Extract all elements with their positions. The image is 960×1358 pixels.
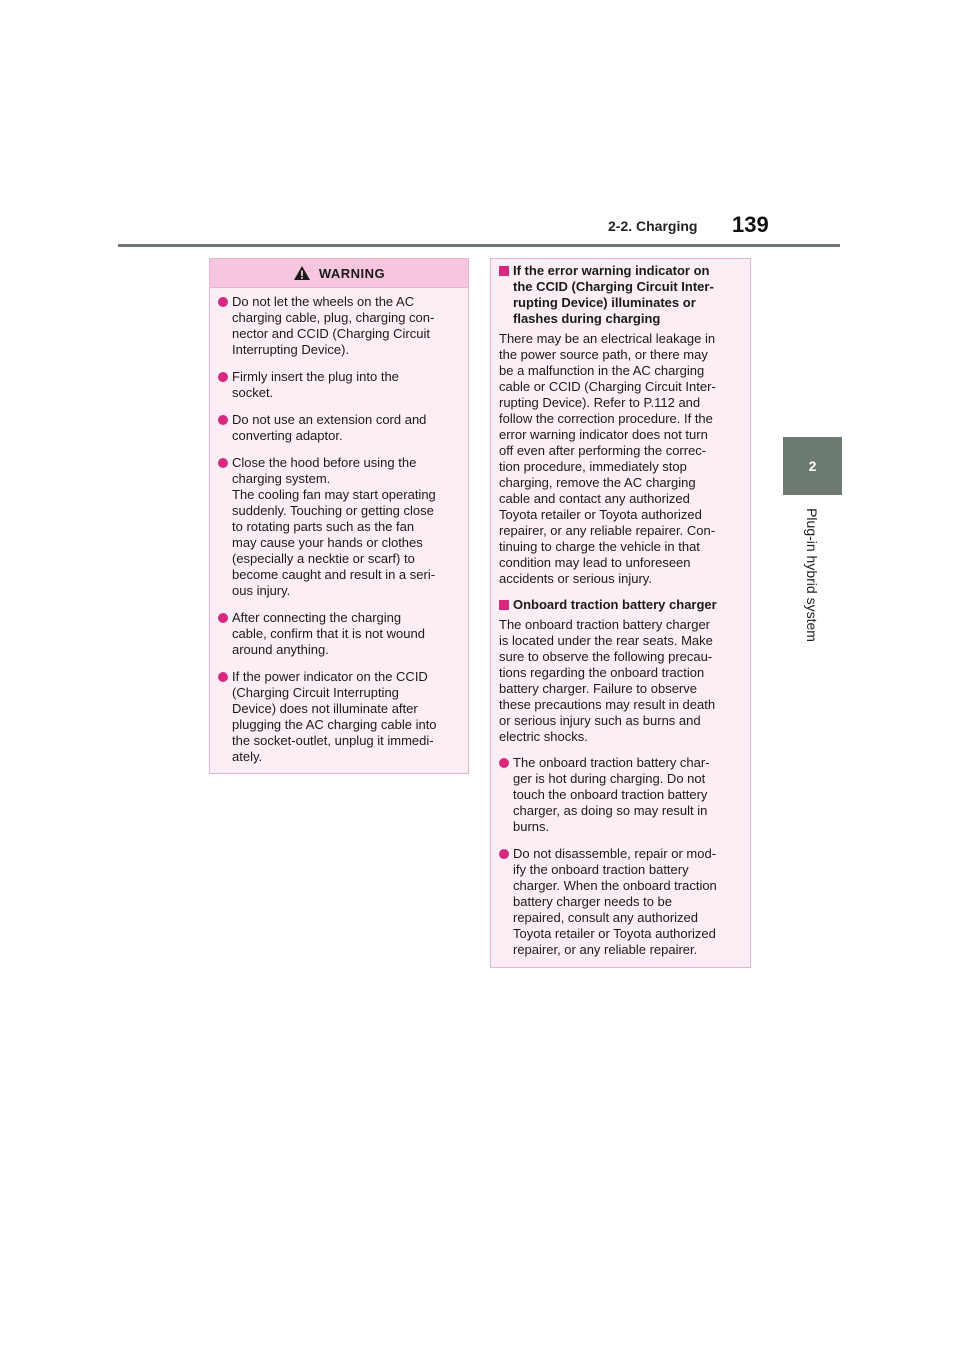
- caution-bullet: [499, 846, 740, 958]
- bullet-text: Do not use an extension cord and converting adaptor.: [232, 412, 427, 443]
- section-heading-error-indicator: [499, 263, 740, 327]
- bullet-dot-icon: [218, 458, 228, 468]
- warning-header: [210, 259, 468, 288]
- bullet-dot-icon: [499, 849, 509, 859]
- caution-bullet: [499, 755, 740, 835]
- warning-bullet: [218, 455, 458, 599]
- caution-body: [491, 259, 750, 958]
- side-tab-label: Plug-in hybrid system: [804, 508, 820, 642]
- bullet-text: Do not disassemble, repair or mod- ify the onboard traction battery charger. When the onboard traction battery charger needs to be repaired, consult any authorized Toyota retailer or Toyota authorized repairer, or any reliable repairer.: [513, 846, 717, 957]
- bullet-text: If the power indicator on the CCID (Charging Circuit Interrupting Device) does not illuminate after plugging the AC charging cable into the socket-outlet, unplug it immedi- ately.: [232, 669, 437, 764]
- bullet-dot-icon: [218, 613, 228, 623]
- caution-box: [490, 258, 751, 968]
- section-paragraph: The onboard traction battery charger is located under the rear seats. Make sure to observe the following precau- tions regarding the onboard traction battery charger. Failure to observe these precautions may result in death or serious injury such as burns and electric shocks.: [499, 617, 716, 744]
- bullet-text: Close the hood before using the charging system. The cooling fan may start operating suddenly. Touching or getting close to rotating parts such as the fan may cause your hands or clothes (especially a necktie or scarf) to become caught and result in a seri- ous injury.: [232, 455, 436, 598]
- page-number: 139: [732, 212, 769, 237]
- heading-text: Onboard traction battery charger: [513, 597, 717, 612]
- side-tab: 2: [783, 437, 842, 495]
- warning-triangle-icon: [293, 265, 311, 281]
- heading-text: If the error warning indicator on the CCID (Charging Circuit Inter- rupting Device) illuminates or flashes during charging: [513, 263, 714, 326]
- warning-title: WARNING: [318, 265, 386, 281]
- section-heading-onboard-charger: [499, 597, 740, 613]
- header-rule: [118, 244, 840, 247]
- warning-bullet: [218, 412, 458, 444]
- bullet-text: The onboard traction battery char- ger is hot during charging. Do not touch the onboard traction battery charger, as doing so may result in burns.: [513, 755, 710, 834]
- bullet-text: Firmly insert the plug into the socket.: [232, 369, 399, 400]
- warning-bullet: [218, 369, 458, 401]
- bullet-dot-icon: [218, 372, 228, 382]
- bullet-dot-icon: [218, 415, 228, 425]
- bullet-text: Do not let the wheels on the AC charging cable, plug, charging con- nector and CCID (Charging Circuit Interrupting Device).: [232, 294, 435, 357]
- bullet-dot-icon: [499, 758, 509, 768]
- square-bullet-icon: [499, 600, 509, 610]
- warning-body: [210, 288, 468, 765]
- bullet-dot-icon: [218, 297, 228, 307]
- square-bullet-icon: [499, 266, 509, 276]
- section-paragraph: There may be an electrical leakage in the power source path, or there may be a malfunction in the AC charging cable or CCID (Charging Circuit Inter- rupting Device). Refer to P.112 and follow the correction procedure. If the error warning indicator does not turn off even after performing the correc- tion procedure, immediately stop charging, remove the AC charging cable and contact any authorized Toyota retailer or Toyota authorized repairer, or any reliable repairer. Con- tinuing to charge the vehicle in that condition may lead to unforeseen accidents or serious injury.: [499, 331, 716, 586]
- bullet-dot-icon: [218, 672, 228, 682]
- bullet-text: After connecting the charging cable, confirm that it is not wound around anything.: [232, 610, 425, 657]
- header-section: 2-2. Charging: [608, 218, 698, 234]
- warning-box: [209, 258, 469, 774]
- warning-bullet: [218, 669, 458, 765]
- warning-bullet: [218, 294, 458, 358]
- warning-bullet: [218, 610, 458, 658]
